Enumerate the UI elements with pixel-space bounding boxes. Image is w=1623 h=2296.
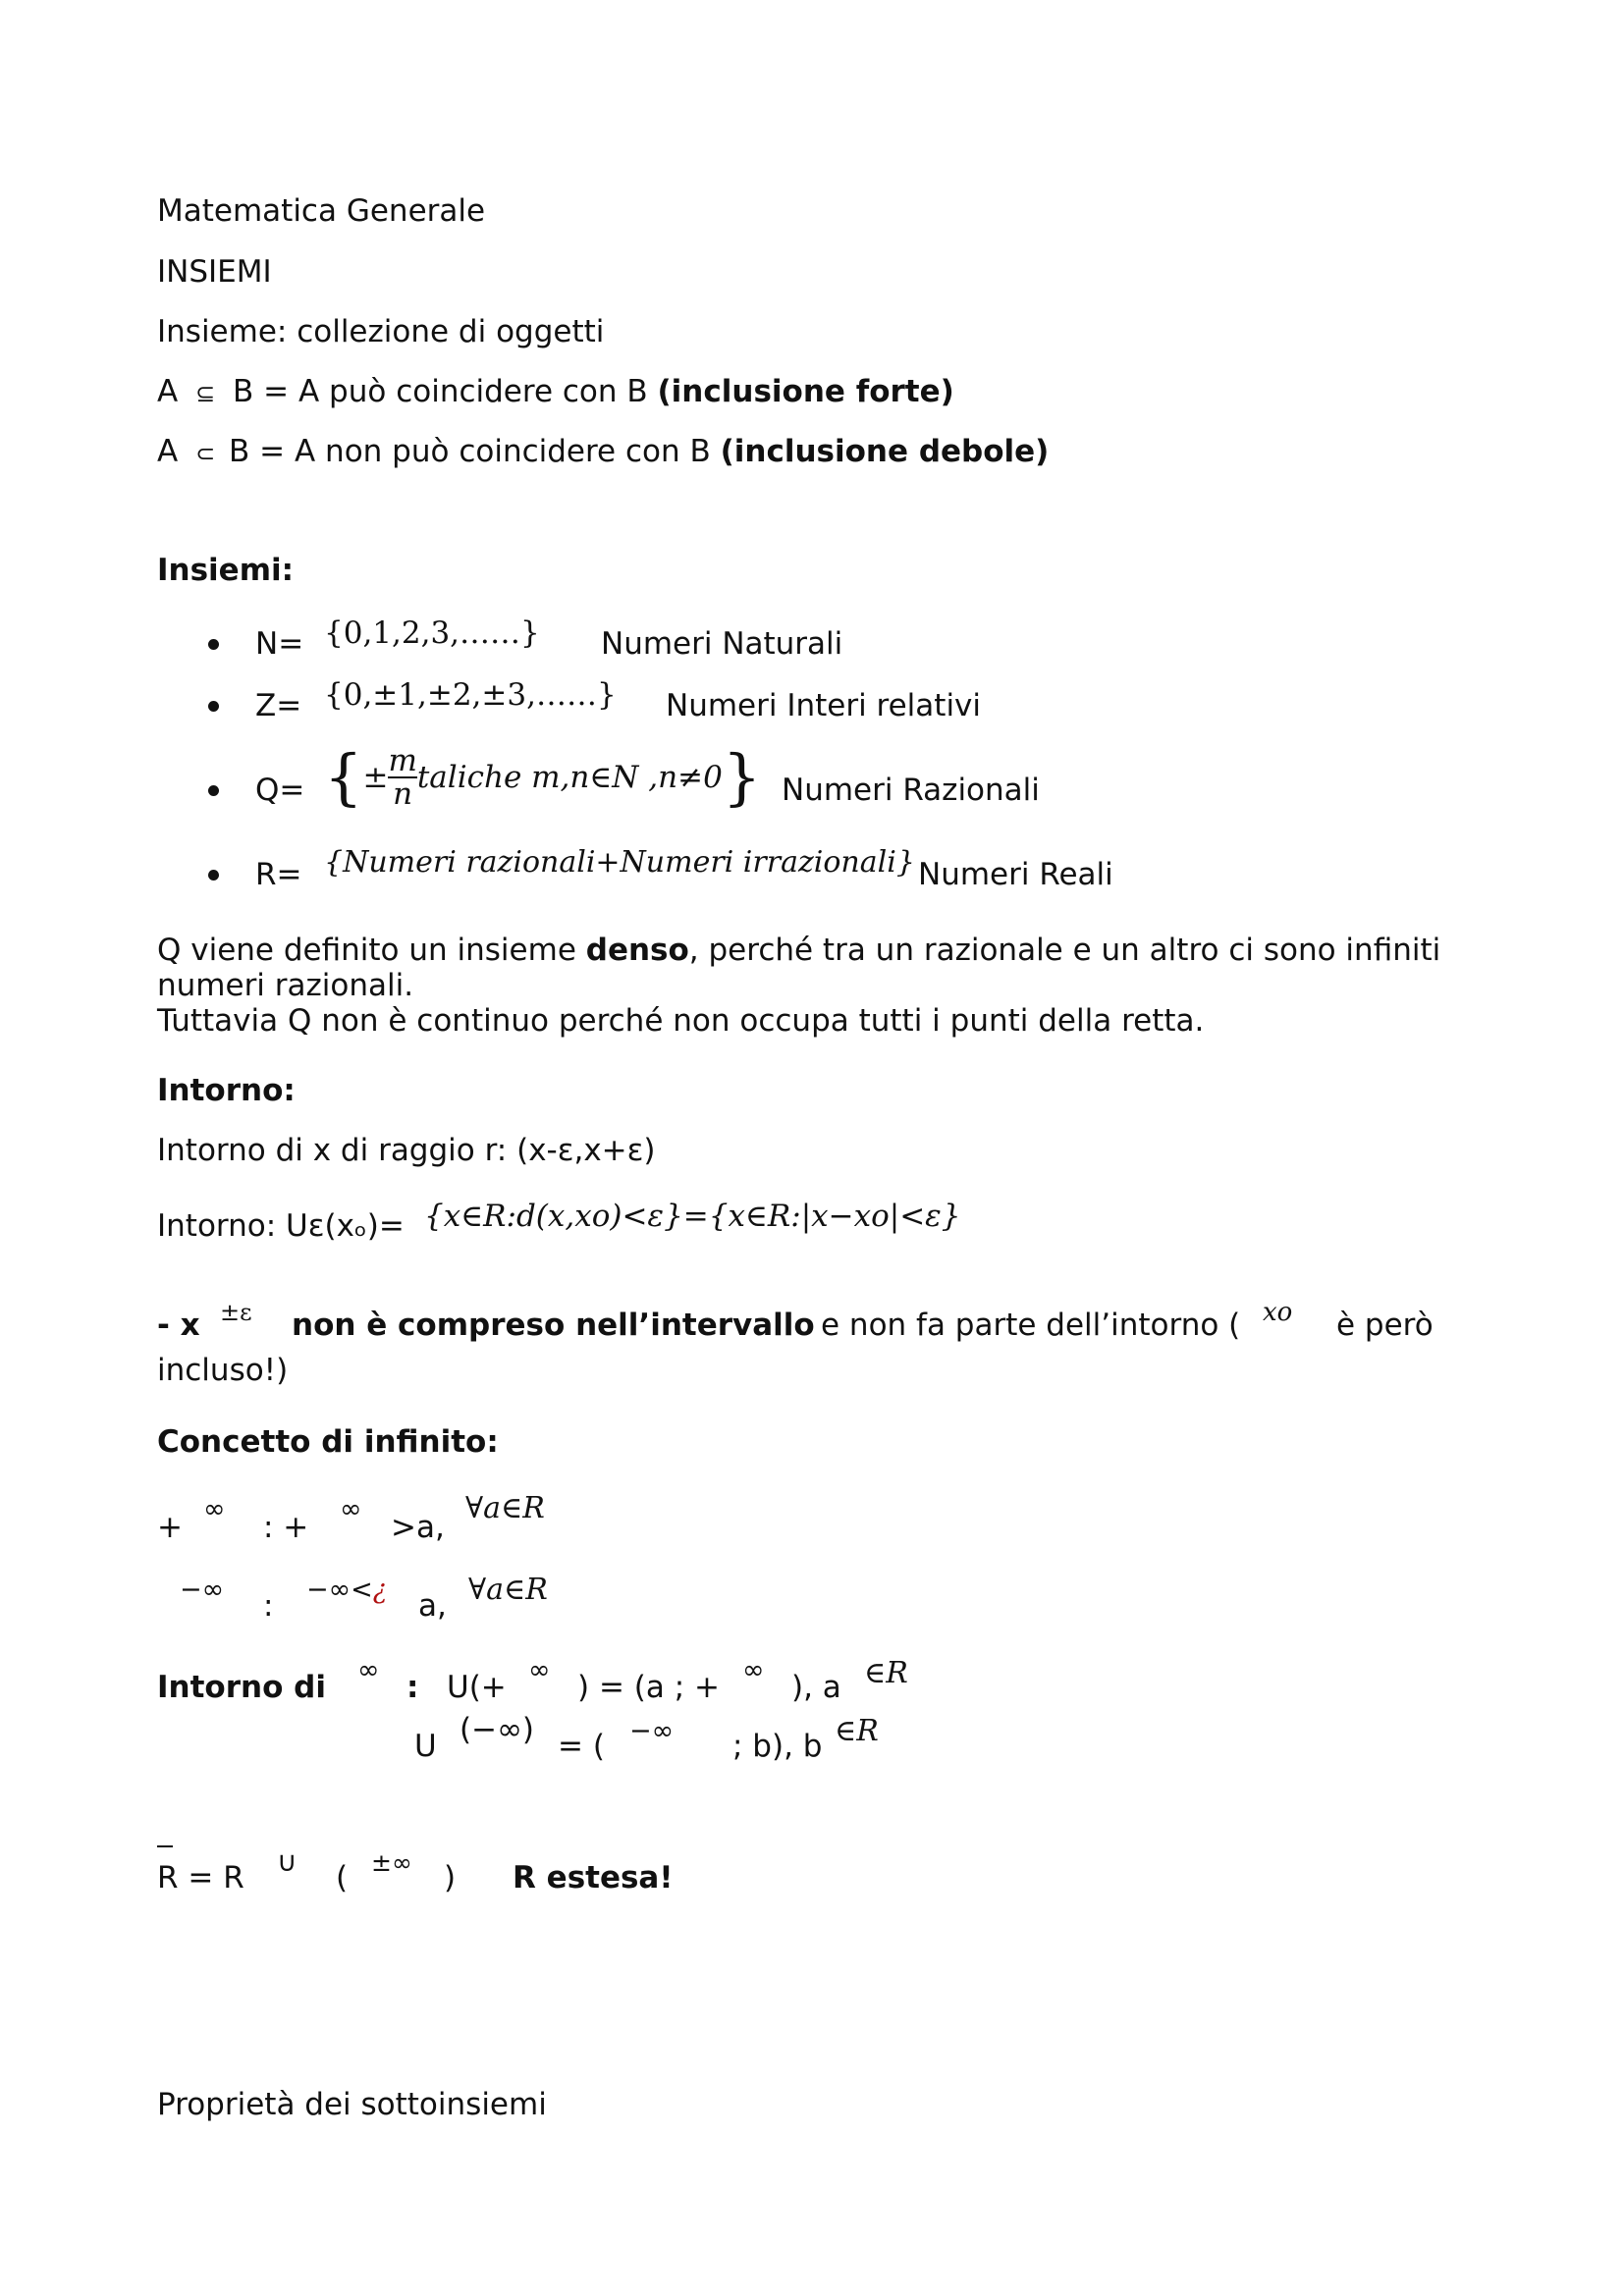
incl2-rhs: B = A non può coincidere con B (229, 434, 711, 469)
intorno-inf-eq: ) = (a ; + (577, 1670, 720, 1705)
inf1-plus: + (157, 1510, 183, 1545)
dense-line2: numeri razionali. (157, 968, 414, 1003)
dense-pre: Q viene definito un insieme (157, 933, 586, 968)
estesa-open: ( (336, 1860, 349, 1896)
set-n-formula: {0,1,2,3,……} (324, 615, 540, 651)
intorno-neginf-inr: ∈R (835, 1714, 879, 1748)
q-pm: ± (362, 760, 389, 795)
estesa-lhs: R = R (157, 1860, 244, 1896)
infinity-icon: ∞ (528, 1655, 551, 1685)
incl1-lhs: A (157, 374, 179, 409)
heading-infinito: Concetto di infinito: (157, 1424, 499, 1460)
inf2-a: a, (418, 1588, 447, 1624)
note-bold: non è compreso nell’intervallo (292, 1308, 815, 1343)
bullet-icon (208, 639, 219, 650)
intorno-inf-close: ), a (791, 1670, 841, 1705)
set-r-formula: {Numeri razionali+Numeri irrazionali} (324, 845, 915, 880)
bullet-icon (208, 870, 219, 881)
intorno-neginf-u: U (414, 1729, 437, 1764)
inclusion-weak-line (157, 433, 1049, 472)
intorno-inf-colon: : (406, 1670, 419, 1705)
union-symbol: ∪ (277, 1845, 298, 1878)
q-denominator: n (393, 776, 413, 812)
infinity-icon: ∞ (340, 1494, 362, 1524)
intorno-raggio: Intorno di x di raggio r: (x-ε,x+ε) (157, 1133, 656, 1168)
intorno-neginf-close: ; b), b (732, 1729, 823, 1764)
intorno-inf-inr: ∈R (864, 1656, 908, 1690)
heading-sets: Insiemi: (157, 553, 295, 588)
incl2-lhs: A (157, 434, 179, 469)
bullet-icon (208, 701, 219, 712)
overline-mark (157, 1845, 173, 1847)
heading-intorno: Intorno: (157, 1073, 296, 1108)
inclusion-strong-line (157, 373, 954, 412)
incl2-note: (inclusione debole) (720, 434, 1050, 469)
subset-symbol: ⊂ (195, 440, 216, 467)
q-numerator: m (388, 743, 417, 778)
set-r-desc: Numeri Reali (918, 857, 1113, 892)
footer-heading: Proprietà dei sottoinsiemi (157, 2087, 547, 2122)
set-q-formula: {± $\frac{m}{n}$ taliche m,n∈N ,n≠0} (324, 741, 762, 813)
inf2-neglt (306, 1575, 387, 1606)
note-pm-eps: ±ε (220, 1299, 252, 1326)
set-z-label: Z= (255, 688, 302, 723)
dense-post: , perché tra un razionale e un altro ci sono infiniti (688, 933, 1441, 968)
inf2-colon: : (263, 1588, 274, 1624)
inf1-gt: >a, (391, 1510, 445, 1545)
note-mid: e non fa parte dell’intorno ( (821, 1308, 1241, 1343)
document-title: Matematica Generale (157, 193, 486, 229)
intorno-neginf-neg: −∞ (629, 1716, 675, 1746)
q-fraction (388, 745, 416, 810)
infinity-icon: ∞ (203, 1494, 226, 1524)
estesa-close: ) (444, 1860, 457, 1896)
infinity-icon: ∞ (357, 1655, 380, 1685)
set-z-formula: {0,±1,±2,±3,……} (324, 677, 617, 713)
dense-bold: denso (585, 933, 689, 968)
intorno-neginf-arg: (−∞) (460, 1712, 534, 1747)
inf2-inv: ¿ (372, 1575, 388, 1605)
set-r-label: R= (255, 857, 302, 892)
inf1-forall: ∀a∈R (465, 1491, 545, 1525)
inf1-colon: : + (263, 1510, 309, 1545)
intorno-inf-u: U(+ (447, 1670, 507, 1705)
estesa-bold: R estesa! (513, 1860, 674, 1896)
set-q-desc: Numeri Razionali (782, 773, 1040, 808)
q-rest: taliche m,n∈N ,n≠0 (416, 760, 723, 795)
estesa-pminf: ±∞ (371, 1848, 412, 1877)
subseteq-symbol: ⊆ (195, 380, 216, 407)
intorno-inf-label: Intorno di (157, 1670, 326, 1705)
incl1-note: (inclusione forte) (657, 374, 954, 409)
intorno-formula: {x∈R:d(x,xo)<ε}={x∈R:|x−xo|<ε} (424, 1199, 961, 1234)
infinity-icon: ∞ (742, 1655, 765, 1685)
dense-line3: Tuttavia Q non è continuo perché non occupa tutti i punti della retta. (157, 1003, 1205, 1039)
inf2-neg: −∞ (180, 1575, 225, 1605)
note-dash-x: - x (157, 1308, 200, 1343)
set-n-desc: Numeri Naturali (601, 626, 843, 662)
inf2-neglt-text: −∞< (306, 1575, 373, 1605)
set-z-desc: Numeri Interi relativi (666, 688, 982, 723)
inf2-forall: ∀a∈R (468, 1573, 548, 1607)
note-xo: xo (1263, 1298, 1293, 1327)
definition-line: Insieme: collezione di oggetti (157, 314, 605, 349)
dense-paragraph (157, 933, 1551, 1039)
incl1-rhs: B = A può coincidere con B (233, 374, 648, 409)
intorno-label: Intorno: Uε(xₒ)= (157, 1208, 405, 1244)
section-insiemi: INSIEMI (157, 254, 272, 290)
set-n-label: N= (255, 626, 304, 662)
note-line2: incluso!) (157, 1353, 289, 1388)
intorno-neginf-eq: = ( (558, 1729, 605, 1764)
note-end: è però (1336, 1308, 1434, 1343)
set-q-label: Q= (255, 773, 305, 808)
bullet-icon (208, 785, 219, 796)
